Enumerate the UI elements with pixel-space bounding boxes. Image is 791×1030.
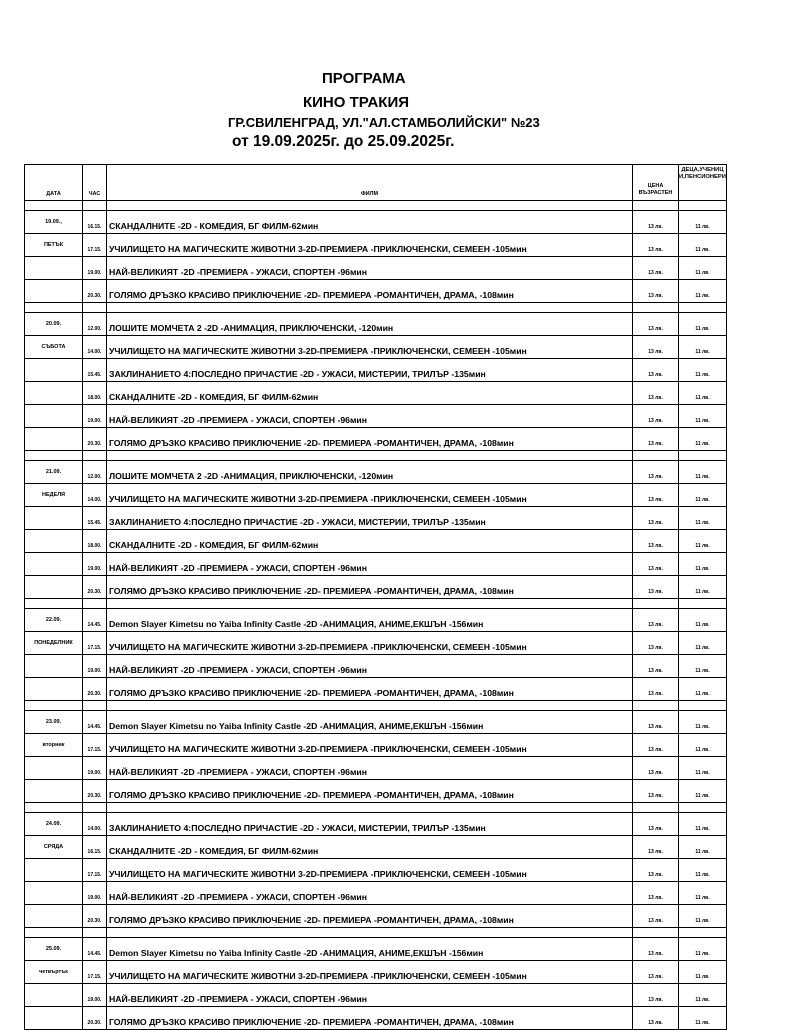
- adult-price-cell: 13 лв.: [633, 257, 679, 280]
- column-header-kids-price: ДЕЦА,УЧЕНИЦИ,ПЕНСИОНЕРИ: [679, 165, 727, 201]
- film-cell: УЧИЛИЩЕТО НА МАГИЧЕСКИТЕ ЖИВОТНИ 3-2D-ПРЕМИЕРА -ПРИКЛЮЧЕНСКИ, СЕМЕЕН -105мин: [107, 632, 633, 655]
- day-separator-row: [25, 303, 727, 313]
- adult-price-cell: 13 лв.: [633, 938, 679, 961]
- film-cell: ГОЛЯМО ДРЪЗКО КРАСИВО ПРИКЛЮЧЕНИЕ -2D- ПРЕМИЕРА -РОМАНТИЧЕН, ДРАМА, -108мин: [107, 780, 633, 803]
- empty-cell: [25, 257, 83, 280]
- kids-price-cell: 11 лв.: [679, 359, 727, 382]
- film-cell: ГОЛЯМО ДРЪЗКО КРАСИВО ПРИКЛЮЧЕНИЕ -2D- ПРЕМИЕРА -РОМАНТИЧЕН, ДРАМА, -108мин: [107, 280, 633, 303]
- empty-cell: [107, 303, 633, 313]
- empty-cell: [679, 803, 727, 813]
- kids-price-cell: 11 лв.: [679, 905, 727, 928]
- adult-price-cell: 13 лв.: [633, 882, 679, 905]
- empty-cell: [633, 701, 679, 711]
- kids-price-cell: 11 лв.: [679, 336, 727, 359]
- table-row: [25, 859, 727, 882]
- empty-cell: [25, 530, 83, 553]
- table-row: [25, 711, 727, 734]
- kids-price-cell: 11 лв.: [679, 609, 727, 632]
- empty-cell: [107, 701, 633, 711]
- time-cell: 19.00.: [83, 984, 107, 1007]
- adult-price-cell: 13 лв.: [633, 734, 679, 757]
- empty-cell: [25, 905, 83, 928]
- kids-price-cell: 11 лв.: [679, 678, 727, 701]
- adult-price-cell: 13 лв.: [633, 984, 679, 1007]
- empty-cell: [25, 859, 83, 882]
- empty-cell: [25, 882, 83, 905]
- adult-price-cell: 13 лв.: [633, 484, 679, 507]
- empty-cell: [25, 280, 83, 303]
- table-row: [25, 836, 727, 859]
- empty-cell: [679, 701, 727, 711]
- table-row: [25, 359, 727, 382]
- adult-price-cell: 13 лв.: [633, 530, 679, 553]
- table-row: [25, 405, 727, 428]
- table-row: [25, 428, 727, 451]
- kids-price-cell: 11 лв.: [679, 734, 727, 757]
- table-row: [25, 234, 727, 257]
- empty-cell: [83, 451, 107, 461]
- weekday-cell: СРЯДА: [25, 836, 83, 859]
- time-cell: 19.00.: [83, 405, 107, 428]
- kids-price-cell: 11 лв.: [679, 211, 727, 234]
- day-separator-row: [25, 201, 727, 211]
- day-separator-row: [25, 701, 727, 711]
- film-cell: Demon Slayer Kimetsu no Yaiba Infinity Castle -2D -АНИМАЦИЯ, АНИМЕ,ЕКШЪН -156мин: [107, 609, 633, 632]
- empty-cell: [83, 303, 107, 313]
- adult-price-cell: 13 лв.: [633, 961, 679, 984]
- adult-price-cell: 13 лв.: [633, 507, 679, 530]
- table-row: [25, 1007, 727, 1030]
- empty-cell: [83, 803, 107, 813]
- table-row: [25, 507, 727, 530]
- kids-price-cell: 11 лв.: [679, 859, 727, 882]
- time-cell: 12.00.: [83, 461, 107, 484]
- kids-price-cell: 11 лв.: [679, 882, 727, 905]
- empty-cell: [107, 201, 633, 211]
- date-cell: 19.09.,: [25, 211, 83, 234]
- table-row: [25, 211, 727, 234]
- kids-price-cell: 11 лв.: [679, 484, 727, 507]
- empty-cell: [633, 201, 679, 211]
- adult-price-cell: 13 лв.: [633, 405, 679, 428]
- adult-price-cell: 13 лв.: [633, 905, 679, 928]
- table-row: [25, 576, 727, 599]
- time-cell: 18.00.: [83, 530, 107, 553]
- table-row: [25, 280, 727, 303]
- column-header-film: ФИЛМ: [107, 165, 633, 201]
- empty-cell: [679, 928, 727, 938]
- film-cell: ЗАКЛИНАНИЕТО 4:ПОСЛЕДНО ПРИЧАСТИЕ -2D - УЖАСИ, МИСТЕРИИ, ТРИЛЪР -135мин: [107, 359, 633, 382]
- adult-price-cell: 13 лв.: [633, 711, 679, 734]
- film-cell: ЛОШИТЕ МОМЧЕТА 2 -2D -АНИМАЦИЯ, ПРИКЛЮЧЕНСКИ, -120мин: [107, 461, 633, 484]
- time-cell: 20.30.: [83, 1007, 107, 1030]
- empty-cell: [679, 599, 727, 609]
- empty-cell: [633, 928, 679, 938]
- table-row: [25, 609, 727, 632]
- film-cell: СКАНДАЛНИТЕ -2D - КОМЕДИЯ, БГ ФИЛМ-62мин: [107, 530, 633, 553]
- empty-cell: [25, 1007, 83, 1030]
- empty-cell: [25, 678, 83, 701]
- film-cell: ГОЛЯМО ДРЪЗКО КРАСИВО ПРИКЛЮЧЕНИЕ -2D- ПРЕМИЕРА -РОМАНТИЧЕН, ДРАМА, -108мин: [107, 678, 633, 701]
- film-cell: УЧИЛИЩЕТО НА МАГИЧЕСКИТЕ ЖИВОТНИ 3-2D-ПРЕМИЕРА -ПРИКЛЮЧЕНСКИ, СЕМЕЕН -105мин: [107, 859, 633, 882]
- film-cell: Demon Slayer Kimetsu no Yaiba Infinity Castle -2D -АНИМАЦИЯ, АНИМЕ,ЕКШЪН -156мин: [107, 938, 633, 961]
- empty-cell: [107, 599, 633, 609]
- time-cell: 17.15.: [83, 734, 107, 757]
- table-row: [25, 336, 727, 359]
- time-cell: 19.00.: [83, 553, 107, 576]
- time-cell: 14.00.: [83, 336, 107, 359]
- film-cell: УЧИЛИЩЕТО НА МАГИЧЕСКИТЕ ЖИВОТНИ 3-2D-ПРЕМИЕРА -ПРИКЛЮЧЕНСКИ, СЕМЕЕН -105мин: [107, 234, 633, 257]
- date-cell: 20.09.: [25, 313, 83, 336]
- adult-price-cell: 13 лв.: [633, 780, 679, 803]
- kids-price-cell: 11 лв.: [679, 813, 727, 836]
- kids-price-cell: 11 лв.: [679, 961, 727, 984]
- kids-price-cell: 11 лв.: [679, 428, 727, 451]
- time-cell: 16.15.: [83, 836, 107, 859]
- film-cell: НАЙ-ВЕЛИКИЯТ -2D -ПРЕМИЕРА - УЖАСИ, СПОРТЕН -96мин: [107, 882, 633, 905]
- table-row: [25, 530, 727, 553]
- empty-cell: [25, 803, 83, 813]
- film-cell: НАЙ-ВЕЛИКИЯТ -2D -ПРЕМИЕРА - УЖАСИ, СПОРТЕН -96мин: [107, 757, 633, 780]
- empty-cell: [107, 451, 633, 461]
- film-cell: СКАНДАЛНИТЕ -2D - КОМЕДИЯ, БГ ФИЛМ-62мин: [107, 211, 633, 234]
- kids-price-cell: 11 лв.: [679, 711, 727, 734]
- empty-cell: [25, 655, 83, 678]
- empty-cell: [633, 303, 679, 313]
- film-cell: Demon Slayer Kimetsu no Yaiba Infinity Castle -2D -АНИМАЦИЯ, АНИМЕ,ЕКШЪН -156мин: [107, 711, 633, 734]
- adult-price-cell: 13 лв.: [633, 234, 679, 257]
- day-separator-row: [25, 803, 727, 813]
- adult-price-cell: 13 лв.: [633, 655, 679, 678]
- film-cell: НАЙ-ВЕЛИКИЯТ -2D -ПРЕМИЕРА - УЖАСИ, СПОРТЕН -96мин: [107, 405, 633, 428]
- date-cell: 24.09.: [25, 813, 83, 836]
- empty-cell: [633, 451, 679, 461]
- adult-price-cell: 13 лв.: [633, 211, 679, 234]
- table-row: [25, 757, 727, 780]
- kids-price-cell: 11 лв.: [679, 257, 727, 280]
- kids-price-cell: 11 лв.: [679, 313, 727, 336]
- film-cell: ГОЛЯМО ДРЪЗКО КРАСИВО ПРИКЛЮЧЕНИЕ -2D- ПРЕМИЕРА -РОМАНТИЧЕН, ДРАМА, -108мин: [107, 428, 633, 451]
- kids-price-cell: 11 лв.: [679, 405, 727, 428]
- adult-price-cell: 13 лв.: [633, 576, 679, 599]
- table-row: [25, 382, 727, 405]
- kids-price-cell: 11 лв.: [679, 938, 727, 961]
- time-cell: 16.15.: [83, 211, 107, 234]
- time-cell: 20.30.: [83, 280, 107, 303]
- table-row: [25, 984, 727, 1007]
- adult-price-cell: 13 лв.: [633, 836, 679, 859]
- table-row: [25, 553, 727, 576]
- time-cell: 19.00.: [83, 757, 107, 780]
- table-row: [25, 938, 727, 961]
- kids-price-cell: 11 лв.: [679, 984, 727, 1007]
- empty-cell: [83, 928, 107, 938]
- page-title: ПРОГРАМА: [322, 70, 406, 87]
- time-cell: 17.15.: [83, 859, 107, 882]
- column-header-time: ЧАС: [83, 165, 107, 201]
- kids-price-cell: 11 лв.: [679, 576, 727, 599]
- adult-price-cell: 13 лв.: [633, 813, 679, 836]
- adult-price-cell: 13 лв.: [633, 632, 679, 655]
- film-cell: УЧИЛИЩЕТО НА МАГИЧЕСКИТЕ ЖИВОТНИ 3-2D-ПРЕМИЕРА -ПРИКЛЮЧЕНСКИ, СЕМЕЕН -105мин: [107, 336, 633, 359]
- time-cell: 20.30.: [83, 905, 107, 928]
- kids-price-cell: 11 лв.: [679, 780, 727, 803]
- time-cell: 15.45.: [83, 359, 107, 382]
- weekday-cell: вторник: [25, 734, 83, 757]
- film-cell: НАЙ-ВЕЛИКИЯТ -2D -ПРЕМИЕРА - УЖАСИ, СПОРТЕН -96мин: [107, 553, 633, 576]
- table-row: [25, 655, 727, 678]
- film-cell: ЗАКЛИНАНИЕТО 4:ПОСЛЕДНО ПРИЧАСТИЕ -2D - УЖАСИ, МИСТЕРИИ, ТРИЛЪР -135мин: [107, 813, 633, 836]
- empty-cell: [25, 757, 83, 780]
- kids-price-cell: 11 лв.: [679, 280, 727, 303]
- empty-cell: [633, 599, 679, 609]
- empty-cell: [25, 201, 83, 211]
- empty-cell: [679, 303, 727, 313]
- film-cell: ГОЛЯМО ДРЪЗКО КРАСИВО ПРИКЛЮЧЕНИЕ -2D- ПРЕМИЕРА -РОМАНТИЧЕН, ДРАМА, -108мин: [107, 576, 633, 599]
- film-cell: НАЙ-ВЕЛИКИЯТ -2D -ПРЕМИЕРА - УЖАСИ, СПОРТЕН -96мин: [107, 984, 633, 1007]
- film-cell: УЧИЛИЩЕТО НА МАГИЧЕСКИТЕ ЖИВОТНИ 3-2D-ПРЕМИЕРА -ПРИКЛЮЧЕНСКИ, СЕМЕЕН -105мин: [107, 484, 633, 507]
- film-cell: УЧИЛИЩЕТО НА МАГИЧЕСКИТЕ ЖИВОТНИ 3-2D-ПРЕМИЕРА -ПРИКЛЮЧЕНСКИ, СЕМЕЕН -105мин: [107, 961, 633, 984]
- table-row: [25, 484, 727, 507]
- time-cell: 18.00.: [83, 382, 107, 405]
- date-cell: 25.09.: [25, 938, 83, 961]
- table-row: [25, 461, 727, 484]
- table-row: [25, 882, 727, 905]
- film-cell: СКАНДАЛНИТЕ -2D - КОМЕДИЯ, БГ ФИЛМ-62мин: [107, 382, 633, 405]
- kids-price-cell: 11 лв.: [679, 655, 727, 678]
- empty-cell: [25, 928, 83, 938]
- empty-cell: [25, 780, 83, 803]
- time-cell: 19.00.: [83, 257, 107, 280]
- time-cell: 17.15.: [83, 234, 107, 257]
- empty-cell: [25, 984, 83, 1007]
- time-cell: 12.00.: [83, 313, 107, 336]
- empty-cell: [83, 701, 107, 711]
- adult-price-cell: 13 лв.: [633, 859, 679, 882]
- film-cell: ГОЛЯМО ДРЪЗКО КРАСИВО ПРИКЛЮЧЕНИЕ -2D- ПРЕМИЕРА -РОМАНТИЧЕН, ДРАМА, -108мин: [107, 1007, 633, 1030]
- day-separator-row: [25, 599, 727, 609]
- time-cell: 20.30.: [83, 678, 107, 701]
- film-cell: НАЙ-ВЕЛИКИЯТ -2D -ПРЕМИЕРА - УЖАСИ, СПОРТЕН -96мин: [107, 655, 633, 678]
- empty-cell: [25, 701, 83, 711]
- adult-price-cell: 13 лв.: [633, 678, 679, 701]
- cinema-address: ГР.СВИЛЕНГРАД, УЛ."АЛ.СТАМБОЛИЙСКИ" №23: [228, 115, 540, 130]
- time-cell: 17.15.: [83, 961, 107, 984]
- weekday-cell: ПЕТЪК: [25, 234, 83, 257]
- empty-cell: [25, 303, 83, 313]
- empty-cell: [107, 928, 633, 938]
- table-row: [25, 780, 727, 803]
- film-cell: ЗАКЛИНАНИЕТО 4:ПОСЛЕДНО ПРИЧАСТИЕ -2D - УЖАСИ, МИСТЕРИИ, ТРИЛЪР -135мин: [107, 507, 633, 530]
- empty-cell: [25, 428, 83, 451]
- empty-cell: [107, 803, 633, 813]
- table-row: [25, 813, 727, 836]
- day-separator-row: [25, 451, 727, 461]
- film-cell: СКАНДАЛНИТЕ -2D - КОМЕДИЯ, БГ ФИЛМ-62мин: [107, 836, 633, 859]
- schedule-body: [25, 201, 727, 1030]
- empty-cell: [25, 405, 83, 428]
- empty-cell: [83, 599, 107, 609]
- adult-price-cell: 13 лв.: [633, 382, 679, 405]
- schedule-table: [24, 164, 727, 1030]
- date-cell: 23.09.: [25, 711, 83, 734]
- empty-cell: [679, 451, 727, 461]
- adult-price-cell: 13 лв.: [633, 461, 679, 484]
- time-cell: 14.00.: [83, 484, 107, 507]
- empty-cell: [633, 803, 679, 813]
- adult-price-cell: 13 лв.: [633, 313, 679, 336]
- date-cell: 21.09.: [25, 461, 83, 484]
- column-header-date: ДАТА: [25, 165, 83, 201]
- film-cell: УЧИЛИЩЕТО НА МАГИЧЕСКИТЕ ЖИВОТНИ 3-2D-ПРЕМИЕРА -ПРИКЛЮЧЕНСКИ, СЕМЕЕН -105мин: [107, 734, 633, 757]
- film-cell: ГОЛЯМО ДРЪЗКО КРАСИВО ПРИКЛЮЧЕНИЕ -2D- ПРЕМИЕРА -РОМАНТИЧЕН, ДРАМА, -108мин: [107, 905, 633, 928]
- table-row: [25, 678, 727, 701]
- time-cell: 14.45.: [83, 711, 107, 734]
- column-header-price: ЦЕНА ВЪЗРАСТЕН: [633, 165, 679, 201]
- adult-price-cell: 13 лв.: [633, 359, 679, 382]
- kids-price-cell: 11 лв.: [679, 382, 727, 405]
- time-cell: 19.00.: [83, 655, 107, 678]
- weekday-cell: четвъртък: [25, 961, 83, 984]
- time-cell: 20.30.: [83, 428, 107, 451]
- kids-price-cell: 11 лв.: [679, 530, 727, 553]
- table-row: [25, 313, 727, 336]
- table-row: [25, 905, 727, 928]
- schedule-period: от 19.09.2025г. до 25.09.2025г.: [232, 133, 455, 150]
- empty-cell: [25, 507, 83, 530]
- day-separator-row: [25, 928, 727, 938]
- adult-price-cell: 13 лв.: [633, 336, 679, 359]
- adult-price-cell: 13 лв.: [633, 428, 679, 451]
- time-cell: 14.45.: [83, 938, 107, 961]
- empty-cell: [25, 599, 83, 609]
- kids-price-cell: 11 лв.: [679, 507, 727, 530]
- kids-price-cell: 11 лв.: [679, 836, 727, 859]
- weekday-cell: НЕДЕЛЯ: [25, 484, 83, 507]
- time-cell: 20.30.: [83, 576, 107, 599]
- empty-cell: [25, 382, 83, 405]
- time-cell: 20.30.: [83, 780, 107, 803]
- table-header-row: [25, 165, 727, 201]
- table-row: [25, 257, 727, 280]
- kids-price-cell: 11 лв.: [679, 461, 727, 484]
- adult-price-cell: 13 лв.: [633, 757, 679, 780]
- empty-cell: [25, 451, 83, 461]
- time-cell: 14.00.: [83, 813, 107, 836]
- empty-cell: [679, 201, 727, 211]
- table-row: [25, 734, 727, 757]
- time-cell: 19.00.: [83, 882, 107, 905]
- kids-price-cell: 11 лв.: [679, 1007, 727, 1030]
- film-cell: НАЙ-ВЕЛИКИЯТ -2D -ПРЕМИЕРА - УЖАСИ, СПОРТЕН -96мин: [107, 257, 633, 280]
- time-cell: 14.45.: [83, 609, 107, 632]
- adult-price-cell: 13 лв.: [633, 280, 679, 303]
- table-row: [25, 632, 727, 655]
- empty-cell: [25, 553, 83, 576]
- kids-price-cell: 11 лв.: [679, 553, 727, 576]
- weekday-cell: ПОНЕДЕЛНИК: [25, 632, 83, 655]
- adult-price-cell: 13 лв.: [633, 1007, 679, 1030]
- weekday-cell: СЪБОТА: [25, 336, 83, 359]
- table-row: [25, 961, 727, 984]
- empty-cell: [83, 201, 107, 211]
- time-cell: 17.15.: [83, 632, 107, 655]
- cinema-name: КИНО ТРАКИЯ: [303, 94, 410, 111]
- adult-price-cell: 13 лв.: [633, 553, 679, 576]
- time-cell: 15.45.: [83, 507, 107, 530]
- film-cell: ЛОШИТЕ МОМЧЕТА 2 -2D -АНИМАЦИЯ, ПРИКЛЮЧЕНСКИ, -120мин: [107, 313, 633, 336]
- adult-price-cell: 13 лв.: [633, 609, 679, 632]
- kids-price-cell: 11 лв.: [679, 234, 727, 257]
- kids-price-cell: 11 лв.: [679, 632, 727, 655]
- date-cell: 22.09.: [25, 609, 83, 632]
- empty-cell: [25, 359, 83, 382]
- empty-cell: [25, 576, 83, 599]
- kids-price-cell: 11 лв.: [679, 757, 727, 780]
